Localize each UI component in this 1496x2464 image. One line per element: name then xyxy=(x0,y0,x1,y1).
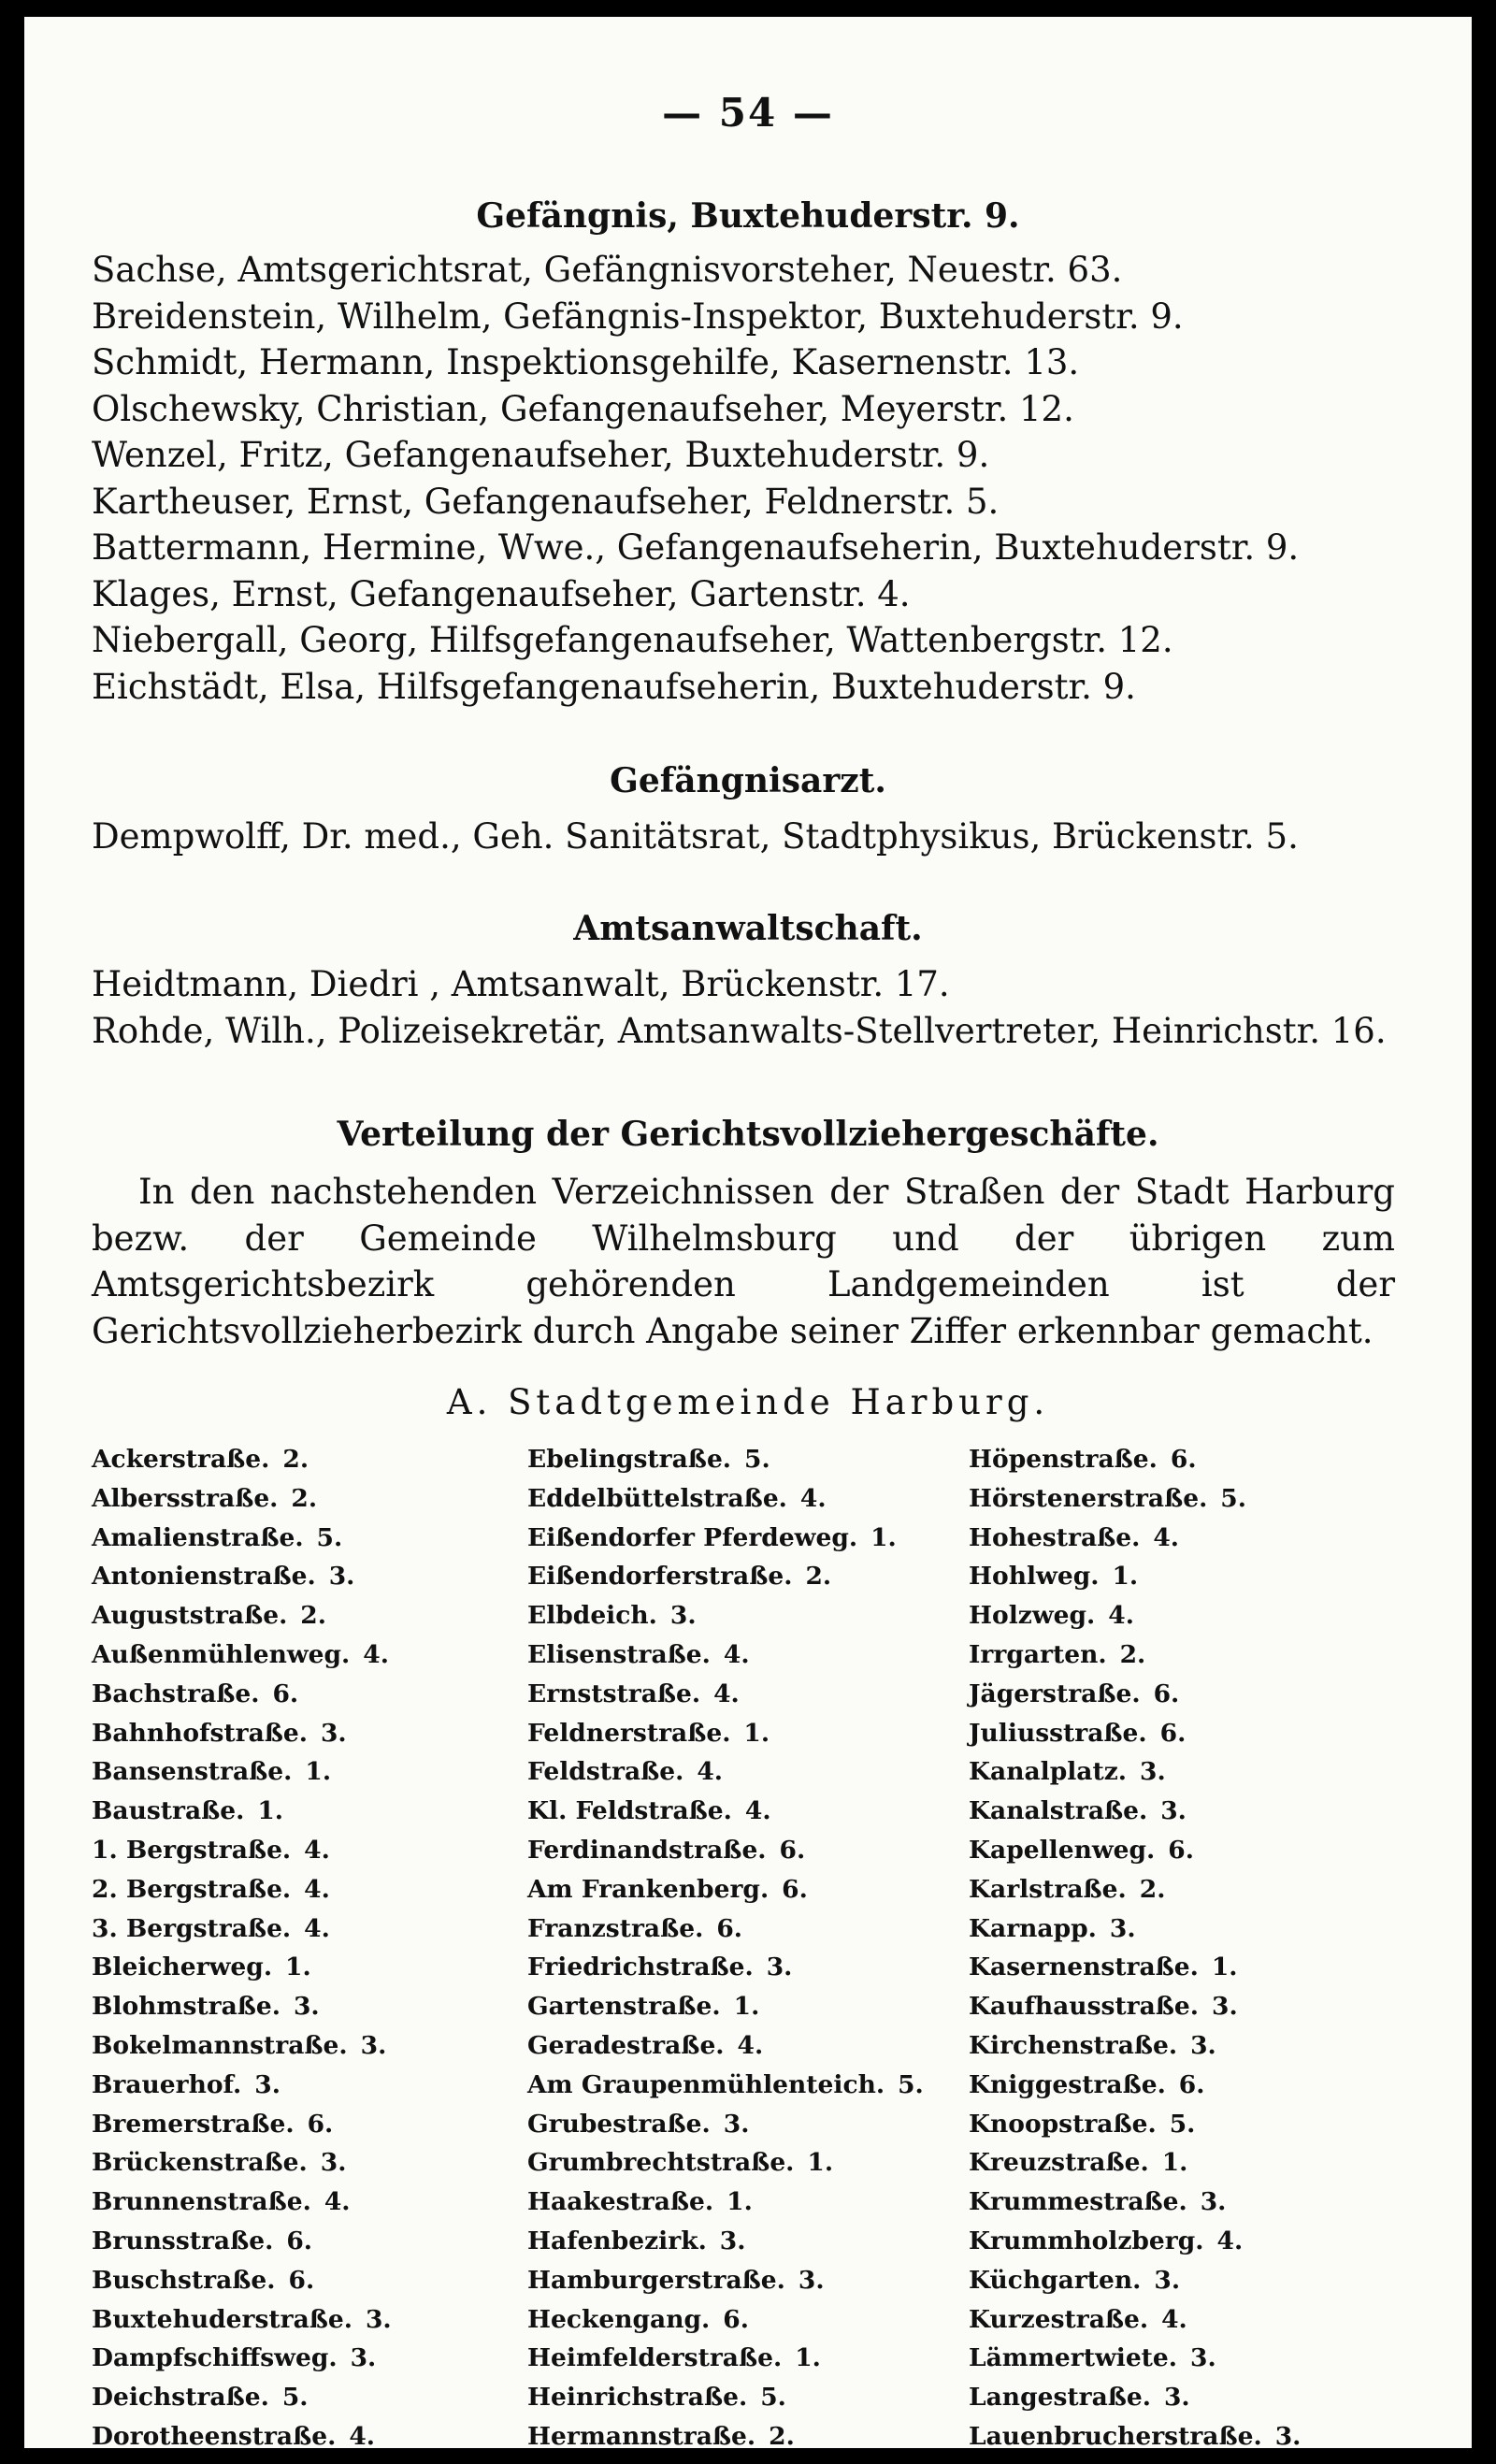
bailiff-district-number: 4. xyxy=(349,2421,375,2451)
street-name: Ernststraße. xyxy=(527,1679,701,1708)
street-entry xyxy=(527,1440,924,1479)
street-name: Ebelingstraße. xyxy=(527,1445,732,1474)
street-name: Ackerstraße. xyxy=(92,1445,270,1474)
prison-entry: Klages, Ernst, Gefangenaufseher, Gartenstr. 4. xyxy=(92,573,911,614)
street-name: Auguststraße. xyxy=(92,1601,288,1631)
street-name: Bleicherweg. xyxy=(92,1952,273,1982)
street-column-2 xyxy=(527,1440,924,2457)
bailiff-district-number: 4. xyxy=(324,2187,351,2217)
bailiff-district-number: 6. xyxy=(1153,1679,1180,1708)
street-entry xyxy=(527,2222,924,2261)
street-name: 2. Bergstraße. xyxy=(92,1874,292,1904)
street-name: Juliusstraße. xyxy=(969,1718,1147,1748)
street-entry xyxy=(527,1519,924,1558)
bailiff-district-number: 1. xyxy=(807,2148,834,2178)
street-name: Blohmstraße. xyxy=(92,1992,280,2022)
bailiff-district-number: 1. xyxy=(285,1952,311,1982)
street-entry xyxy=(92,2066,392,2105)
street-name: Brückenstraße. xyxy=(92,2148,308,2178)
bailiff-district-number: 5. xyxy=(316,1522,343,1552)
bailiff-district-number: 2. xyxy=(1139,1874,1166,1904)
bailiff-district-number: 1. xyxy=(1211,1952,1238,1982)
bailiff-district-number: 4. xyxy=(1153,1522,1180,1552)
bailiff-district-number: 3. xyxy=(328,1562,355,1592)
street-name: Haakestraße. xyxy=(527,2187,714,2217)
bailiff-district-number: 6. xyxy=(782,1874,808,1904)
street-name: Brunnenstraße. xyxy=(92,2187,311,2217)
bailiff-district-number: 1. xyxy=(870,1522,897,1552)
bailiff-district-number: 3. xyxy=(350,2343,377,2373)
street-name: Lämmertwiete. xyxy=(969,2343,1178,2373)
street-name: Knoopstraße. xyxy=(969,2109,1157,2139)
distribution-paragraph-text: In den nachstehenden Verzeichnissen der Straßen der Stadt Harburg bezw. der Gemeinde Wilhelmsburg und der übrigen zum Amtsgerichtsbezirk gehörenden Landgemeinden ist der Gerichtsvollzieherbezirk durch Angabe seiner Ziffer erkennbar gemacht. xyxy=(92,1172,1395,1351)
bailiff-district-number: 6. xyxy=(307,2109,334,2139)
bailiff-district-number: 1. xyxy=(733,1992,760,2022)
street-entry xyxy=(92,2261,392,2300)
street-name: Kreuzstraße. xyxy=(969,2148,1149,2178)
street-name: Bansenstraße. xyxy=(92,1757,293,1787)
street-name: Irrgarten. xyxy=(969,1639,1107,1669)
bailiff-district-number: 4. xyxy=(697,1757,724,1787)
bailiff-district-number: 3. xyxy=(1154,2265,1181,2295)
street-name: Franzstraße. xyxy=(527,1913,704,1943)
street-entry xyxy=(92,1479,392,1519)
street-entry xyxy=(969,2261,1301,2300)
street-entry xyxy=(969,2105,1301,2144)
bailiff-district-number: 3. xyxy=(1190,2030,1216,2060)
street-entry xyxy=(969,1635,1301,1675)
bailiff-district-number: 3. xyxy=(1163,2383,1190,2413)
street-entry xyxy=(527,2143,924,2183)
prison-entry: Kartheuser, Ernst, Gefangenaufseher, Feldnerstr. 5. xyxy=(92,481,1000,522)
bailiff-district-number: 2. xyxy=(282,1445,309,1474)
street-name: Krummholzberg. xyxy=(969,2226,1204,2255)
street-entry xyxy=(969,1440,1301,1479)
street-entry xyxy=(969,1596,1301,1635)
street-name: 1. Bergstraße. xyxy=(92,1835,292,1865)
street-name: Heimfelderstraße. xyxy=(527,2343,783,2373)
street-entry xyxy=(527,1948,924,1987)
street-entry xyxy=(969,2026,1301,2066)
street-entry xyxy=(92,2105,392,2144)
bailiff-district-number: 3. xyxy=(320,2148,347,2178)
bailiff-district-number: 2. xyxy=(1119,1639,1146,1669)
street-name: Ferdinandstraße. xyxy=(527,1835,767,1865)
street-column-1 xyxy=(92,1440,392,2457)
bailiff-district-number: 3. xyxy=(719,2226,746,2255)
street-name: Kapellenweg. xyxy=(969,1835,1156,1865)
bailiff-district-number: 4. xyxy=(737,2030,764,2060)
bailiff-district-number: 6. xyxy=(779,1835,806,1865)
street-name: Am Graupenmühlenteich. xyxy=(527,2069,885,2099)
street-name: Bahnhofstraße. xyxy=(92,1718,308,1748)
prosecutor-entry: Heidtmann, Diedri , Amtsanwalt, Brückenstr. 17. xyxy=(92,964,950,1004)
street-name: Deichstraße. xyxy=(92,2383,269,2413)
prison-doctor-section xyxy=(24,757,1472,860)
street-entry xyxy=(92,1792,392,1831)
street-entry xyxy=(527,2378,924,2417)
street-entry xyxy=(969,1557,1301,1596)
street-name: Lauenbrucherstraße. xyxy=(969,2421,1262,2451)
distribution-heading: Verteilung der Gerichtsvollziehergeschäfte. xyxy=(337,1115,1159,1154)
street-entry xyxy=(527,1831,924,1870)
prison-entry: Sachse, Amtsgerichtsrat, Gefängnisvorsteher, Neuestr. 63. xyxy=(92,250,1123,290)
bailiff-district-number: 3. xyxy=(360,2030,387,2060)
street-name: Geradestraße. xyxy=(527,2030,725,2060)
street-name: Heinrichstraße. xyxy=(527,2383,748,2413)
street-entry xyxy=(92,1909,392,1949)
bailiff-district-number: 6. xyxy=(723,2304,749,2334)
street-name: Hermannstraße. xyxy=(527,2421,756,2451)
street-entry xyxy=(969,1675,1301,1714)
street-entry xyxy=(92,2143,392,2183)
bailiff-district-number: 3. xyxy=(1190,2343,1216,2373)
street-name: Antonienstraße. xyxy=(92,1562,316,1592)
street-entry xyxy=(92,1831,392,1870)
street-entry xyxy=(969,1870,1301,1909)
street-entry xyxy=(969,1714,1301,1753)
street-name: Bachstraße. xyxy=(92,1679,260,1708)
street-name: Bremerstraße. xyxy=(92,2109,295,2139)
street-name: Eißendorfer Pferdeweg. xyxy=(527,1522,858,1552)
bailiff-district-number: 3. xyxy=(254,2069,280,2099)
bailiff-district-number: 3. xyxy=(320,1718,347,1748)
prison-entry: Battermann, Hermine, Wwe., Gefangenaufseherin, Buxtehuderstr. 9. xyxy=(92,527,1300,568)
street-entry xyxy=(527,1675,924,1714)
street-name: Buxtehuderstraße. xyxy=(92,2304,352,2334)
street-entry xyxy=(527,2066,924,2105)
prison-entry: Eichstädt, Elsa, Hilfsgefangenaufseherin, Buxtehuderstr. 9. xyxy=(92,666,1136,707)
bailiff-district-number: 4. xyxy=(1216,2226,1244,2255)
street-name: Karnapp. xyxy=(969,1913,1097,1943)
street-name: Eddelbüttelstraße. xyxy=(527,1483,787,1513)
distribution-paragraph xyxy=(24,1169,1472,1354)
street-entry xyxy=(527,1792,924,1831)
street-entry xyxy=(527,1557,924,1596)
prison-entry: Schmidt, Hermann, Inspektionsgehilfe, Kasernenstr. 13. xyxy=(92,342,1080,382)
bailiff-district-number: 5. xyxy=(760,2383,786,2413)
street-name: Kniggestraße. xyxy=(969,2069,1166,2099)
street-entry xyxy=(969,2222,1301,2261)
bailiff-district-number: 4. xyxy=(304,1835,330,1865)
street-entry xyxy=(92,1519,392,1558)
street-entry xyxy=(92,1987,392,2026)
bailiff-district-number: 3. xyxy=(1140,1757,1166,1787)
bailiff-district-number: 5. xyxy=(281,2383,309,2413)
street-entry xyxy=(969,1948,1301,1987)
street-entry xyxy=(527,2300,924,2340)
street-name: Hamburgerstraße. xyxy=(527,2265,785,2295)
street-name: Dorotheenstraße. xyxy=(92,2421,337,2451)
bailiff-district-number: 4. xyxy=(304,1874,330,1904)
street-name: Am Frankenberg. xyxy=(527,1874,770,1904)
prison-entry: Breidenstein, Wilhelm, Gefängnis-Inspektor, Buxtehuderstr. 9. xyxy=(92,295,1184,337)
street-entry xyxy=(527,2105,924,2144)
bailiff-district-number: 6. xyxy=(288,2265,315,2295)
prison-heading: Gefängnis, Buxtehuderstr. 9. xyxy=(476,196,1020,236)
street-entry xyxy=(92,2378,392,2417)
page-number: — 54 — xyxy=(662,90,834,136)
street-name: Hohlweg. xyxy=(969,1562,1100,1592)
street-name: Kasernenstraße. xyxy=(969,1952,1199,1982)
bailiff-district-number: 1. xyxy=(305,1757,332,1787)
street-entry xyxy=(92,1557,392,1596)
bailiff-district-number: 3. xyxy=(1212,1992,1238,2022)
street-name: Bokelmannstraße. xyxy=(92,2030,348,2060)
street-entry xyxy=(92,1752,392,1792)
bailiff-district-number: 1. xyxy=(1161,2148,1188,2178)
street-name: 3. Bergstraße. xyxy=(92,1913,292,1943)
street-entry xyxy=(527,2183,924,2222)
street-entry xyxy=(527,1909,924,1949)
street-entry xyxy=(92,2222,392,2261)
street-entry xyxy=(969,2339,1301,2378)
street-name: Kl. Feldstraße. xyxy=(527,1796,732,1826)
street-name: Küchgarten. xyxy=(969,2265,1142,2295)
street-entry xyxy=(969,2417,1301,2457)
bailiff-district-number: 1. xyxy=(257,1796,284,1826)
street-entry xyxy=(969,2143,1301,2183)
street-name: Kanalstraße. xyxy=(969,1796,1148,1826)
bailiff-district-number: 1. xyxy=(795,2343,821,2373)
bailiff-district-number: 6. xyxy=(1170,1445,1197,1474)
street-name: Jägerstraße. xyxy=(969,1679,1141,1708)
street-entry xyxy=(527,1714,924,1753)
bailiff-district-number: 2. xyxy=(805,1562,832,1592)
bailiff-district-number: 5. xyxy=(898,2069,924,2099)
street-entry xyxy=(527,2339,924,2378)
street-name: Hafenbezirk. xyxy=(527,2226,707,2255)
bailiff-district-number: 4. xyxy=(713,1679,740,1708)
street-name: Feldnerstraße. xyxy=(527,1718,731,1748)
bailiff-district-number: 4. xyxy=(1161,2304,1187,2334)
street-entry xyxy=(969,1519,1301,1558)
street-entry xyxy=(969,1909,1301,1949)
prison-entry: Olschewsky, Christian, Gefangenaufseher, Meyerstr. 12. xyxy=(92,388,1074,429)
bailiff-district-number: 3. xyxy=(1200,2187,1227,2217)
street-name: Hohestraße. xyxy=(969,1522,1141,1552)
bailiff-district-number: 4. xyxy=(304,1913,330,1943)
street-name: Holzweg. xyxy=(969,1601,1096,1631)
bailiff-district-number: 3. xyxy=(1160,1796,1187,1826)
prison-entry: Niebergall, Georg, Hilfsgefangenaufseher, Wattenbergstr. 12. xyxy=(92,620,1173,660)
street-name: Eißendorferstraße. xyxy=(527,1562,793,1592)
bailiff-district-number: 6. xyxy=(286,2226,312,2255)
street-entry xyxy=(527,1987,924,2026)
street-entry xyxy=(92,1440,392,1479)
street-entry xyxy=(92,1635,392,1675)
street-entry xyxy=(969,1752,1301,1792)
bailiff-district-number: 6. xyxy=(272,1679,299,1708)
bailiff-district-number: 4. xyxy=(363,1639,389,1669)
street-name: Kaufhausstraße. xyxy=(969,1992,1200,2022)
bailiff-district-number: 3. xyxy=(766,1952,793,1982)
street-name: Brauerhof. xyxy=(92,2069,242,2099)
bailiff-district-number: 6. xyxy=(1159,1718,1187,1748)
bailiff-district-number: 1. xyxy=(1112,1562,1139,1592)
bailiff-district-number: 3. xyxy=(1274,2421,1302,2451)
prosecutor-entry: Rohde, Wilh., Polizeisekretär, Amtsanwalts-Stellvertreter, Heinrichstr. 16. xyxy=(92,1010,1387,1051)
street-name: Hörstenerstraße. xyxy=(969,1483,1208,1513)
bailiff-district-number: 3. xyxy=(1109,1913,1136,1943)
prison-section xyxy=(24,193,1472,710)
street-name: Albersstraße. xyxy=(92,1483,279,1513)
street-entry xyxy=(92,1948,392,1987)
street-entry xyxy=(92,2300,392,2340)
street-entry xyxy=(969,1987,1301,2026)
street-entry xyxy=(92,2417,392,2457)
street-name: Feldstraße. xyxy=(527,1757,684,1787)
street-name: Außenmühlenweg. xyxy=(92,1639,351,1669)
street-name: Gartenstraße. xyxy=(527,1992,721,2022)
bailiff-district-number: 6. xyxy=(716,1913,742,1943)
street-name: Buschstraße. xyxy=(92,2265,276,2295)
street-name: Amalienstraße. xyxy=(92,1522,304,1552)
street-entry xyxy=(969,2066,1301,2105)
street-entry xyxy=(92,2183,392,2222)
prison-entry: Wenzel, Fritz, Gefangenaufseher, Buxtehuderstr. 9. xyxy=(92,435,990,475)
street-name: Krummestraße. xyxy=(969,2187,1187,2217)
prison-doctor-entry: Dempwolff, Dr. med., Geh. Sanitätsrat, Stadtphysikus, Brückenstr. 5. xyxy=(92,816,1299,857)
street-name: Kanalplatz. xyxy=(969,1757,1127,1787)
section-a-heading: A. Stadtgemeinde Harburg. xyxy=(446,1382,1050,1422)
street-name: Dampfschiffsweg. xyxy=(92,2343,338,2373)
street-entry xyxy=(92,1870,392,1909)
street-name: Karlstraße. xyxy=(969,1874,1127,1904)
street-entry xyxy=(527,2261,924,2300)
bailiff-district-number: 3. xyxy=(723,2109,750,2139)
street-entry xyxy=(969,1792,1301,1831)
street-entry xyxy=(527,2417,924,2457)
bailiff-district-number: 4. xyxy=(799,1483,827,1513)
bailiff-district-number: 3. xyxy=(293,1992,320,2022)
bailiff-district-number: 1. xyxy=(726,2187,753,2217)
bailiff-district-number: 4. xyxy=(744,1796,771,1826)
street-name: Friedrichstraße. xyxy=(527,1952,754,1982)
bailiff-district-number: 5. xyxy=(744,1445,770,1474)
street-entry xyxy=(92,1675,392,1714)
bailiff-district-number: 2. xyxy=(769,2421,795,2451)
street-entry xyxy=(92,1714,392,1753)
bailiff-district-number: 6. xyxy=(1168,1835,1194,1865)
street-entry xyxy=(969,1831,1301,1870)
street-name: Baustraße. xyxy=(92,1796,245,1826)
street-name: Brunsstraße. xyxy=(92,2226,274,2255)
street-name: Elisenstraße. xyxy=(527,1639,711,1669)
street-entry xyxy=(969,2300,1301,2340)
bailiff-district-number: 3. xyxy=(365,2304,392,2334)
document-page xyxy=(24,17,1472,2451)
bailiff-district-number: 6. xyxy=(1178,2069,1205,2099)
street-name: Langestraße. xyxy=(969,2383,1151,2413)
bailiff-district-number: 4. xyxy=(723,1639,750,1669)
bailiff-district-number: 3. xyxy=(798,2265,825,2295)
bailiff-district-number: 3. xyxy=(669,1601,697,1631)
street-entry xyxy=(527,1870,924,1909)
bailiff-district-number: 5. xyxy=(1220,1483,1246,1513)
street-name: Heckengang. xyxy=(527,2304,711,2334)
bailiff-district-number: 4. xyxy=(1108,1601,1134,1631)
prosecutor-section xyxy=(24,905,1472,1054)
street-name: Kirchenstraße. xyxy=(969,2030,1178,2060)
street-name: Höpenstraße. xyxy=(969,1445,1158,1474)
street-entry xyxy=(92,1596,392,1635)
street-name: Elbdeich. xyxy=(527,1601,657,1631)
street-name: Grubestraße. xyxy=(527,2109,711,2139)
street-entry xyxy=(527,1752,924,1792)
street-column-3 xyxy=(969,1440,1301,2457)
street-name: Grumbrechtstraße. xyxy=(527,2148,795,2178)
street-entry xyxy=(527,1596,924,1635)
street-entry xyxy=(92,2339,392,2378)
prosecutor-heading: Amtsanwaltschaft. xyxy=(573,909,923,948)
street-entry xyxy=(969,2183,1301,2222)
street-entry xyxy=(527,1479,924,1519)
bailiff-district-number: 1. xyxy=(743,1718,770,1748)
prison-doctor-heading: Gefängnisarzt. xyxy=(610,761,886,800)
street-entry xyxy=(527,1635,924,1675)
street-name: Kurzestraße. xyxy=(969,2304,1149,2334)
street-entry xyxy=(527,2026,924,2066)
bailiff-district-number: 2. xyxy=(291,1483,318,1513)
bailiff-district-number: 2. xyxy=(300,1601,326,1631)
distribution-section xyxy=(24,1111,1472,1354)
street-entry xyxy=(92,2026,392,2066)
bailiff-district-number: 5. xyxy=(1169,2109,1196,2139)
street-entry xyxy=(969,1479,1301,1519)
street-entry xyxy=(969,2378,1301,2417)
